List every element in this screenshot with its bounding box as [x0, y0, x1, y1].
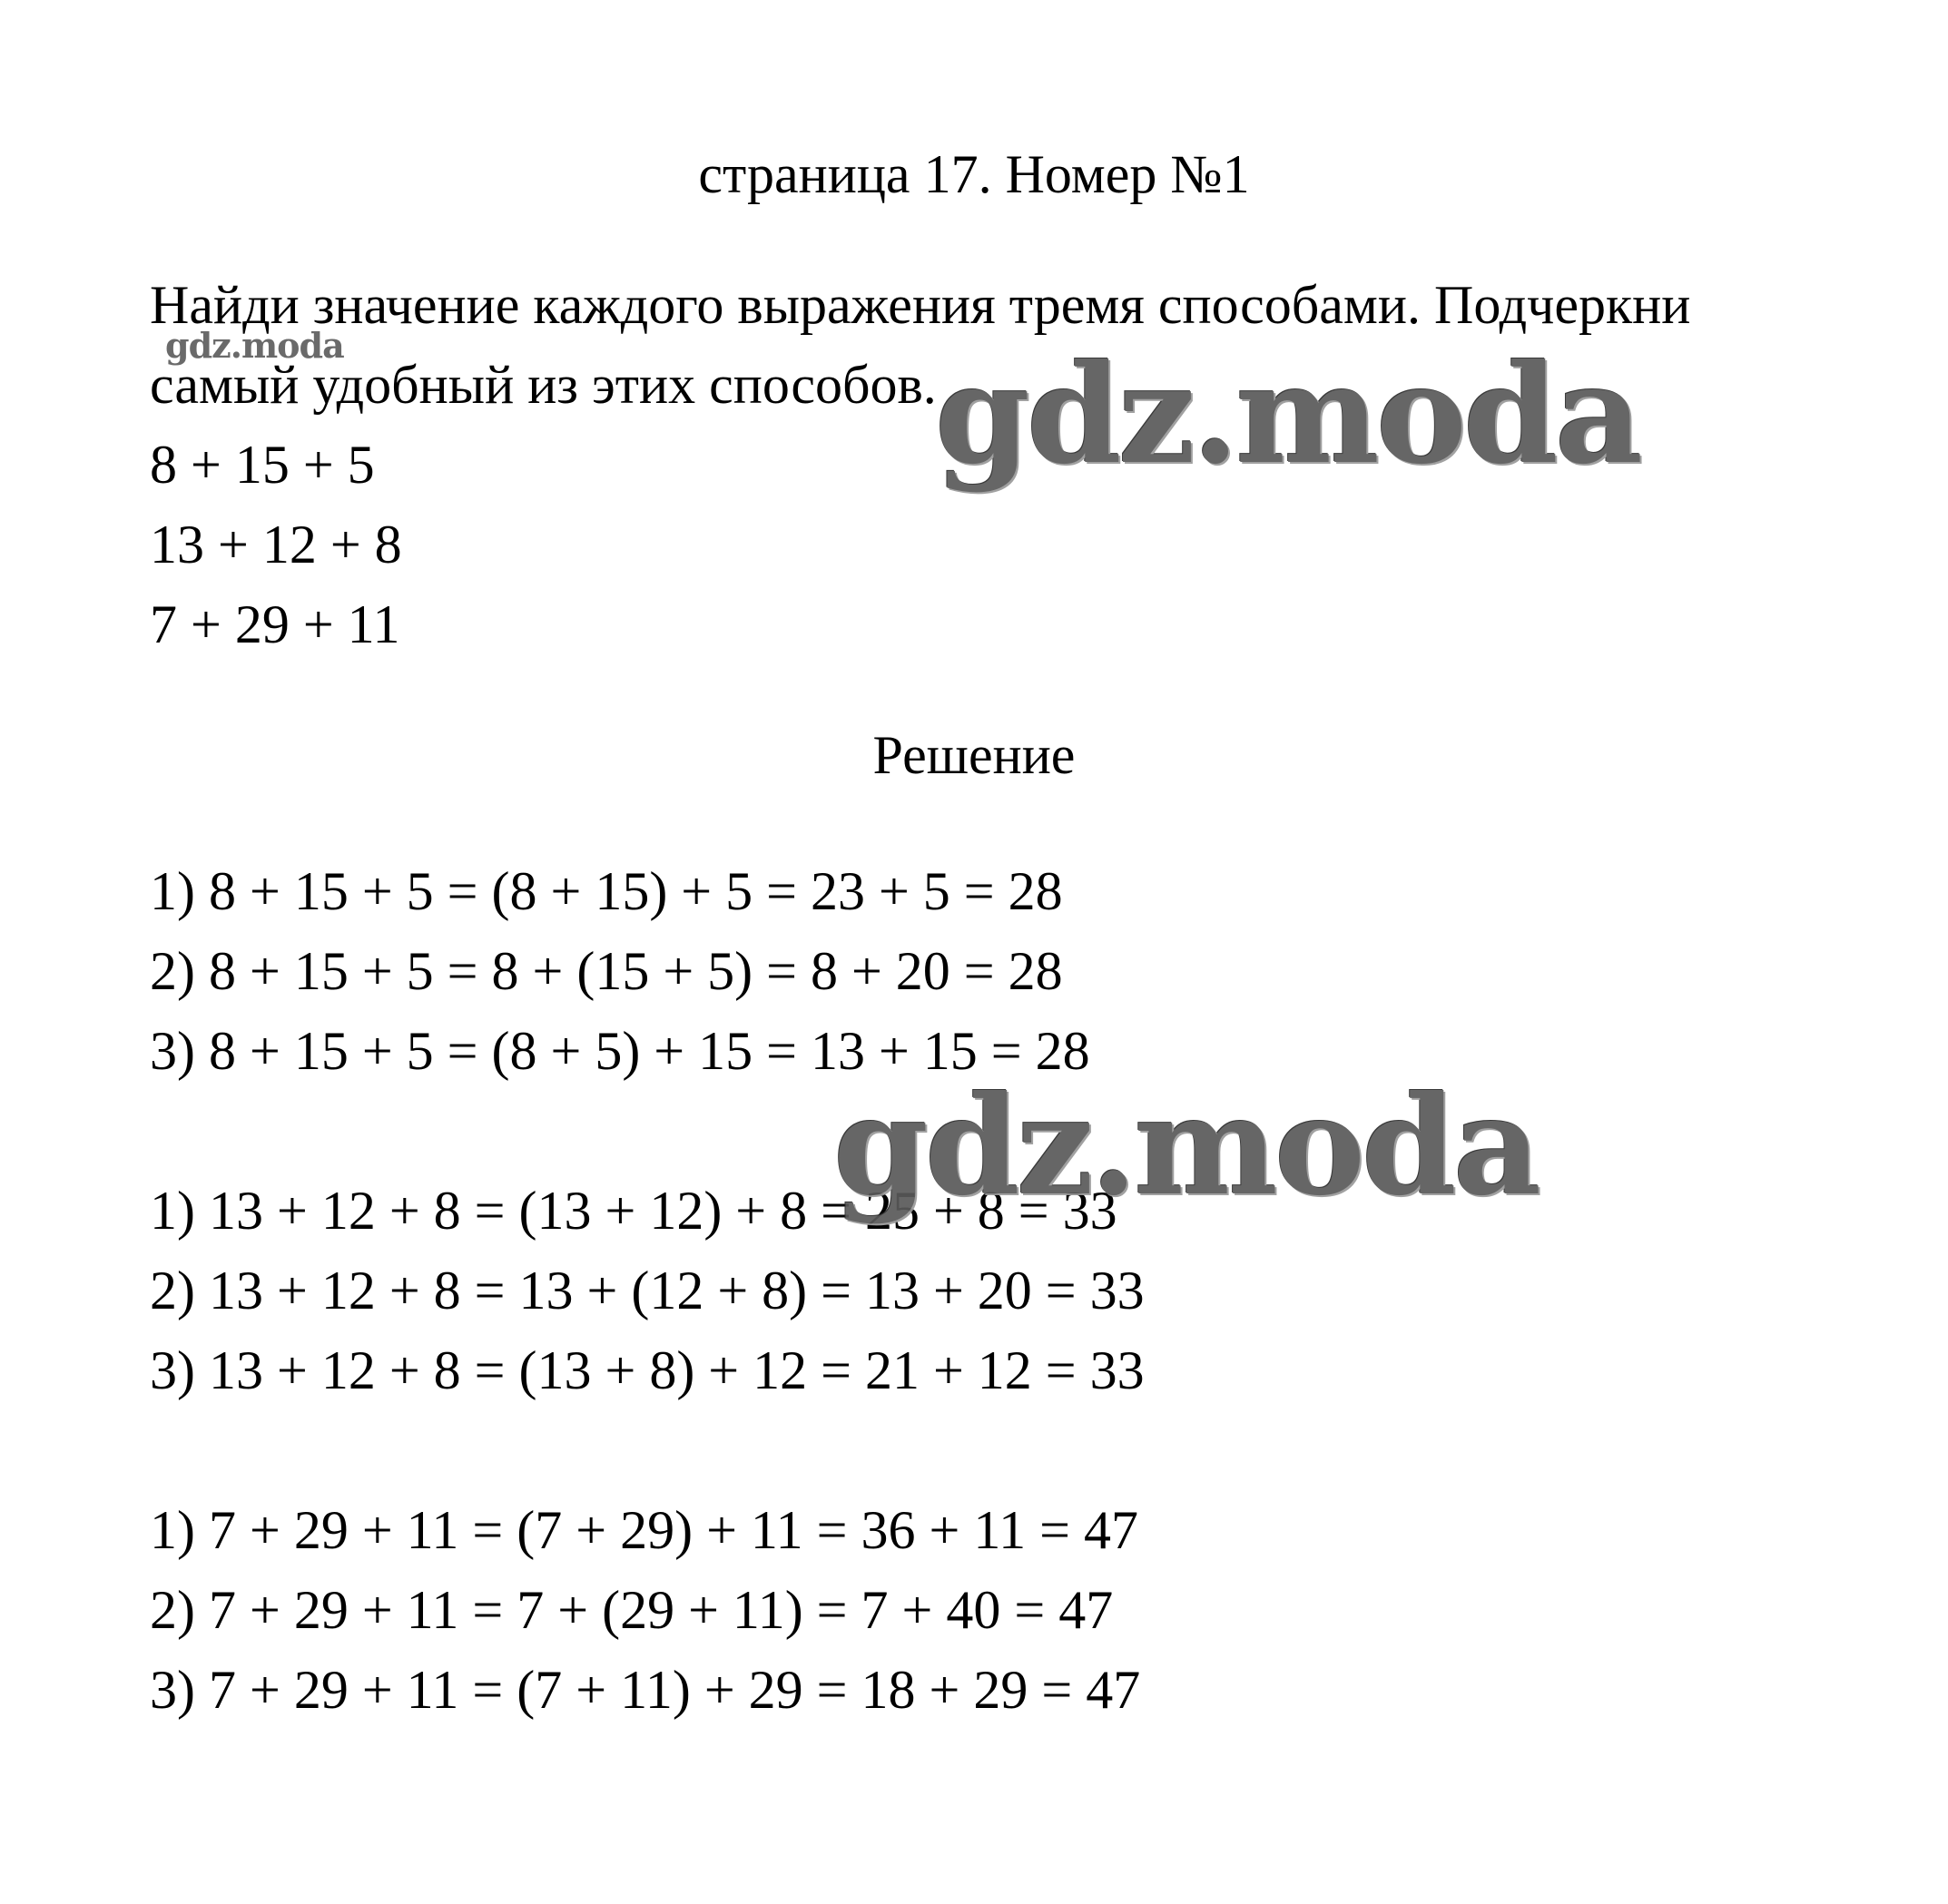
- page-title: страница 17. Номер №1: [698, 144, 1250, 204]
- task-expression-3: 7 + 29 + 11: [150, 594, 400, 654]
- solution-1-way-3: 3) 8 + 15 + 5 = (8 + 5) + 15 = 13 + 15 = 28: [150, 1021, 1090, 1081]
- solution-3-way-1: 1) 7 + 29 + 11 = (7 + 29) + 11 = 36 + 11 = 47: [150, 1500, 1138, 1560]
- watermark-large-middle: gdz.moda: [833, 1066, 1539, 1226]
- task-text-line-1: Найди значение каждого выражения тремя способами. Подчеркни: [150, 275, 1691, 335]
- task-expression-1: 8 + 15 + 5: [150, 435, 375, 495]
- solution-2-way-1: 1) 13 + 12 + 8 = (13 + 12) + 8 = 25 + 8 = 33: [150, 1181, 1117, 1241]
- solution-3-way-2: 2) 7 + 29 + 11 = 7 + (29 + 11) = 7 + 40 = 47: [150, 1580, 1114, 1640]
- solution-heading: Решение: [872, 725, 1076, 785]
- solution-2-way-2: 2) 13 + 12 + 8 = 13 + (12 + 8) = 13 + 20 = 33: [150, 1261, 1145, 1320]
- solution-3-way-3: 3) 7 + 29 + 11 = (7 + 11) + 29 = 18 + 29 = 47: [150, 1660, 1141, 1720]
- task-text-line-2: самый удобный из этих способов.: [150, 355, 937, 415]
- solution-1-way-1: 1) 8 + 15 + 5 = (8 + 15) + 5 = 23 + 5 = 28: [150, 861, 1063, 921]
- solution-1-way-2: 2) 8 + 15 + 5 = 8 + (15 + 5) = 8 + 20 = 28: [150, 941, 1063, 1001]
- task-expression-2: 13 + 12 + 8: [150, 515, 402, 574]
- watermark-large-top: gdz.moda: [935, 335, 1640, 495]
- solution-2-way-3: 3) 13 + 12 + 8 = (13 + 8) + 12 = 21 + 12 = 33: [150, 1340, 1145, 1400]
- watermark-small: gdz.moda: [165, 325, 344, 366]
